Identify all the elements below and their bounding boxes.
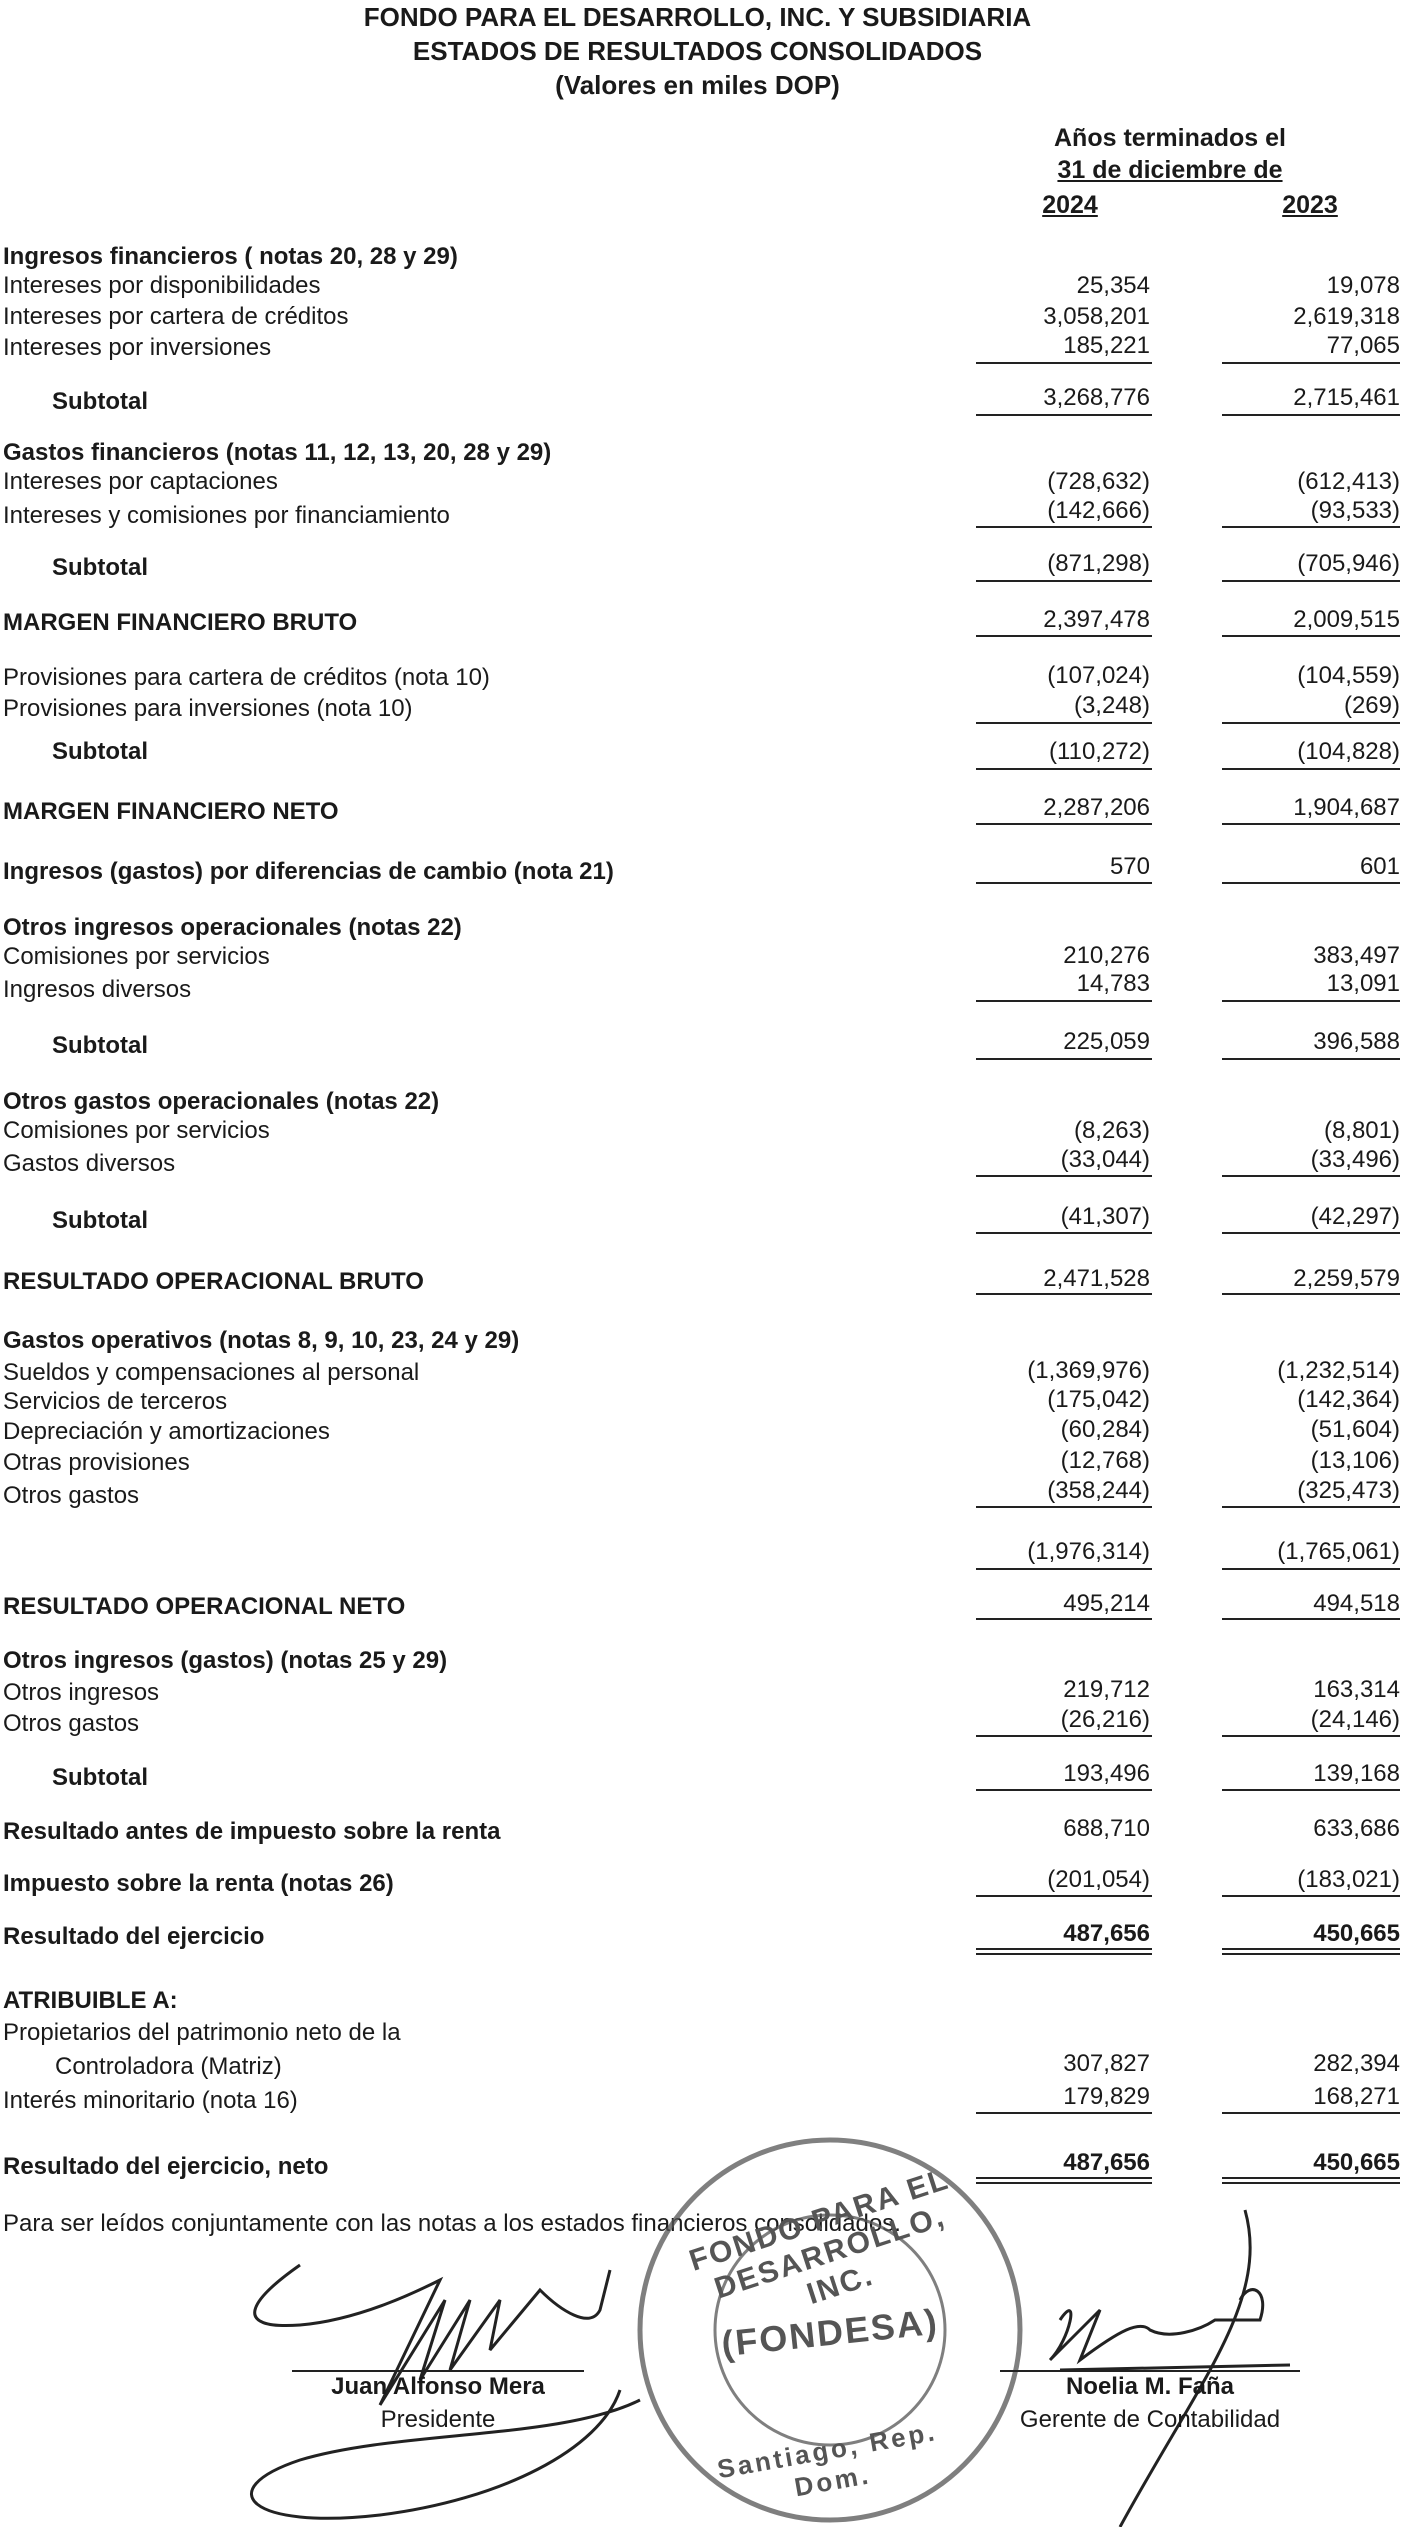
row-value-2024: 185,221: [1063, 332, 1150, 359]
margen-financiero-neto-label: MARGEN FINANCIERO NETO: [3, 798, 339, 825]
footnote: Para ser leídos conjuntamente con las notas a los estados financieros consolidados.: [3, 2210, 901, 2237]
row-value-2024: (8,263): [1073, 1117, 1150, 1144]
atribuible-label: ATRIBUIBLE A:: [3, 1987, 178, 2014]
subtotal-value-2023: (705,946): [1297, 550, 1400, 577]
section-gastos-financieros: Gastos financieros (notas 11, 12, 13, 20, 28 y 29): [3, 439, 552, 466]
stamp-bottom-text: Santiago, Rep. Dom.: [715, 2416, 940, 2503]
subtotal-value-2024: (871,298): [1047, 550, 1150, 577]
row-value-2024: (358,244): [1047, 1477, 1150, 1504]
margen-bruto-2023: 2,009,515: [1293, 606, 1400, 633]
statement-title: ESTADOS DE RESULTADOS CONSOLIDADOS: [412, 36, 983, 66]
year-2024-header: 2024: [1042, 191, 1098, 219]
units-note: (Valores en miles DOP): [555, 70, 840, 100]
row-value-2023: (269): [1343, 692, 1400, 719]
resultado-neto-2023: 450,665: [1313, 2149, 1400, 2176]
row-value-2023: (51,604): [1310, 1416, 1400, 1443]
subtotal-label: Subtotal: [52, 554, 148, 581]
row-value-2024: (107,024): [1047, 662, 1150, 689]
impuesto-renta-2023: (183,021): [1297, 1866, 1400, 1893]
row-value-2024: (60,284): [1060, 1416, 1150, 1443]
row-value-2024: 307,827: [1063, 2050, 1150, 2077]
section-gastos-operativos: Gastos operativos (notas 8, 9, 10, 23, 24 y 29): [3, 1327, 520, 1354]
row-label: Depreciación y amortizaciones: [3, 1418, 330, 1445]
resultado-antes-impuesto-2023: 633,686: [1313, 1815, 1400, 1842]
row-label: Ingresos diversos: [3, 976, 192, 1003]
subtotal-value-2023: 2,715,461: [1293, 384, 1400, 411]
row-value-2023: 383,497: [1313, 942, 1400, 969]
subtotal-value-2023: 139,168: [1313, 1760, 1400, 1787]
row-label: Sueldos y compensaciones al personal: [3, 1359, 420, 1386]
row-label: Comisiones por servicios: [3, 943, 270, 970]
stamp-center-text: (FONDESA): [719, 2300, 941, 2365]
subtotal-value-2024: (110,272): [1049, 738, 1150, 765]
subtotal-value-2024: 3,268,776: [1043, 384, 1150, 411]
subtotal-value-2023: 396,588: [1313, 1028, 1400, 1055]
row-value-2023: (33,496): [1310, 1146, 1400, 1173]
row-label: Otras provisiones: [3, 1449, 190, 1476]
subtotal-value-2024: 193,496: [1063, 1760, 1150, 1787]
margen-neto-2024: 2,287,206: [1043, 794, 1150, 821]
resultado-ejercicio-2024: 487,656: [1063, 1920, 1150, 1947]
left-signer-name: Juan Alfonso Mera: [331, 2373, 545, 2400]
subtotal-value-2024: 225,059: [1063, 1028, 1150, 1055]
row-value-2023: 163,314: [1313, 1676, 1400, 1703]
row-value-2023: 168,271: [1313, 2083, 1400, 2110]
resultado-neto-2024: 487,656: [1063, 2149, 1150, 2176]
left-signature-line: [292, 2370, 584, 2372]
year-2023-header: 2023: [1282, 191, 1338, 219]
resultado-op-bruto-2024: 2,471,528: [1043, 1265, 1150, 1292]
resultado-antes-impuesto-2024: 688,710: [1063, 1815, 1150, 1842]
row-label: Intereses por inversiones: [3, 334, 272, 361]
row-label: Servicios de terceros: [3, 1388, 228, 1415]
margen-bruto-2024: 2,397,478: [1043, 606, 1150, 633]
resultado-neto-label: Resultado del ejercicio, neto: [3, 2153, 329, 2180]
row-value-2024: (26,216): [1060, 1706, 1150, 1733]
row-value-2024: 25,354: [1076, 272, 1150, 299]
impuesto-renta-label: Impuesto sobre la renta (notas 26): [3, 1870, 394, 1897]
row-label: Intereses por cartera de créditos: [3, 303, 349, 330]
row-label: Otros ingresos: [3, 1679, 160, 1706]
period-line1: Años terminados el: [1054, 124, 1286, 152]
right-signature-line: [1000, 2370, 1300, 2372]
row-value-2024: (1,369,976): [1027, 1357, 1150, 1384]
resultado-op-neto-2024: 495,214: [1063, 1590, 1150, 1617]
row-value-2023: (104,559): [1297, 662, 1400, 689]
row-value-2023: 19,078: [1326, 272, 1400, 299]
row-label: Intereses y comisiones por financiamiento: [3, 502, 450, 529]
resultado-operacional-neto-label: RESULTADO OPERACIONAL NETO: [3, 1593, 406, 1620]
section-otros-ingresos-gastos: Otros ingresos (gastos) (notas 25 y 29): [3, 1647, 448, 1674]
subtotal-value-2023: (42,297): [1310, 1203, 1400, 1230]
row-value-2024: 219,712: [1063, 1676, 1150, 1703]
row-value-2023: (8,801): [1323, 1117, 1400, 1144]
row-label: Intereses por disponibilidades: [3, 272, 321, 299]
row-value-2023: (1,232,514): [1277, 1357, 1400, 1384]
row-value-2023: 13,091: [1326, 970, 1400, 997]
company-stamp: [640, 2140, 1020, 2520]
gastos-operativos-total-2023: (1,765,061): [1277, 1538, 1400, 1565]
subtotal-label: Subtotal: [52, 388, 148, 415]
margen-financiero-bruto-label: MARGEN FINANCIERO BRUTO: [3, 609, 358, 636]
row-value-2023: (24,146): [1310, 1706, 1400, 1733]
row-value-2023: 282,394: [1313, 2050, 1400, 2077]
row-value-2024: (33,044): [1060, 1146, 1150, 1173]
row-value-2023: (13,106): [1310, 1447, 1400, 1474]
row-value-2023: (142,364): [1297, 1386, 1400, 1413]
resultado-op-bruto-2023: 2,259,579: [1293, 1265, 1400, 1292]
subtotal-label: Subtotal: [52, 1207, 148, 1234]
impuesto-renta-2024: (201,054): [1047, 1866, 1150, 1893]
section-otros-gastos-operacionales: Otros gastos operacionales (notas 22): [3, 1088, 440, 1115]
row-label: Otros gastos: [3, 1710, 140, 1737]
row-value-2024: (12,768): [1060, 1447, 1150, 1474]
subtotal-label: Subtotal: [52, 738, 148, 765]
right-signer-title: Gerente de Contabilidad: [1019, 2406, 1281, 2433]
subtotal-value-2023: (104,828): [1297, 738, 1400, 765]
row-label: Comisiones por servicios: [3, 1117, 270, 1144]
resultado-op-neto-2023: 494,518: [1313, 1590, 1400, 1617]
row-label: Propietarios del patrimonio neto de la: [3, 2019, 401, 2046]
row-value-2024: (175,042): [1047, 1386, 1150, 1413]
diferencias-cambio-2023: 601: [1359, 853, 1400, 880]
row-value-2023: (612,413): [1297, 468, 1400, 495]
resultado-antes-impuesto-label: Resultado antes de impuesto sobre la renta: [3, 1818, 501, 1845]
subtotal-value-2024: (41,307): [1060, 1203, 1150, 1230]
row-value-2024: (142,666): [1047, 497, 1150, 524]
left-signer-title: Presidente: [380, 2406, 496, 2433]
section-otros-ingresos-operacionales: Otros ingresos operacionales (notas 22): [3, 914, 462, 941]
margen-neto-2023: 1,904,687: [1293, 794, 1400, 821]
company-name: FONDO PARA EL DESARROLLO, INC. Y SUBSIDIARIA: [363, 2, 1032, 32]
row-label: Controladora (Matriz): [55, 2053, 282, 2080]
row-value-2024: (3,248): [1073, 692, 1150, 719]
row-value-2023: (325,473): [1297, 1477, 1400, 1504]
row-label: Gastos diversos: [3, 1150, 176, 1177]
row-value-2023: (93,533): [1310, 497, 1400, 524]
row-value-2024: 3,058,201: [1043, 303, 1150, 330]
subtotal-label: Subtotal: [52, 1032, 148, 1059]
row-value-2023: 2,619,318: [1293, 303, 1400, 330]
resultado-ejercicio-2023: 450,665: [1313, 1920, 1400, 1947]
row-value-2024: (728,632): [1047, 468, 1150, 495]
diferencias-cambio-2024: 570: [1109, 853, 1150, 880]
diferencias-cambio-label: Ingresos (gastos) por diferencias de cambio (nota 21): [3, 858, 614, 885]
right-signature-drawing: [1050, 2210, 1290, 2527]
row-value-2024: 179,829: [1063, 2083, 1150, 2110]
row-label: Provisiones para cartera de créditos (nota 10): [3, 664, 490, 691]
row-label: Otros gastos: [3, 1482, 140, 1509]
row-label: Provisiones para inversiones (nota 10): [3, 695, 413, 722]
row-label: Interés minoritario (nota 16): [3, 2087, 298, 2114]
row-value-2024: 210,276: [1063, 942, 1150, 969]
row-label: Intereses por captaciones: [3, 468, 278, 495]
stamp-top-text: FONDO PARA EL DESARROLLO, INC.: [685, 2162, 954, 2312]
right-signer-name: Noelia M. Faña: [1065, 2373, 1235, 2400]
row-value-2024: 14,783: [1076, 970, 1150, 997]
subtotal-label: Subtotal: [52, 1764, 148, 1791]
resultado-operacional-bruto-label: RESULTADO OPERACIONAL BRUTO: [3, 1268, 424, 1295]
row-value-2023: 77,065: [1326, 332, 1400, 359]
gastos-operativos-total-2024: (1,976,314): [1027, 1538, 1150, 1565]
section-ingresos-financieros: Ingresos financieros ( notas 20, 28 y 29): [3, 243, 458, 270]
period-line2: 31 de diciembre de: [1057, 156, 1283, 184]
resultado-ejercicio-label: Resultado del ejercicio: [3, 1923, 265, 1950]
